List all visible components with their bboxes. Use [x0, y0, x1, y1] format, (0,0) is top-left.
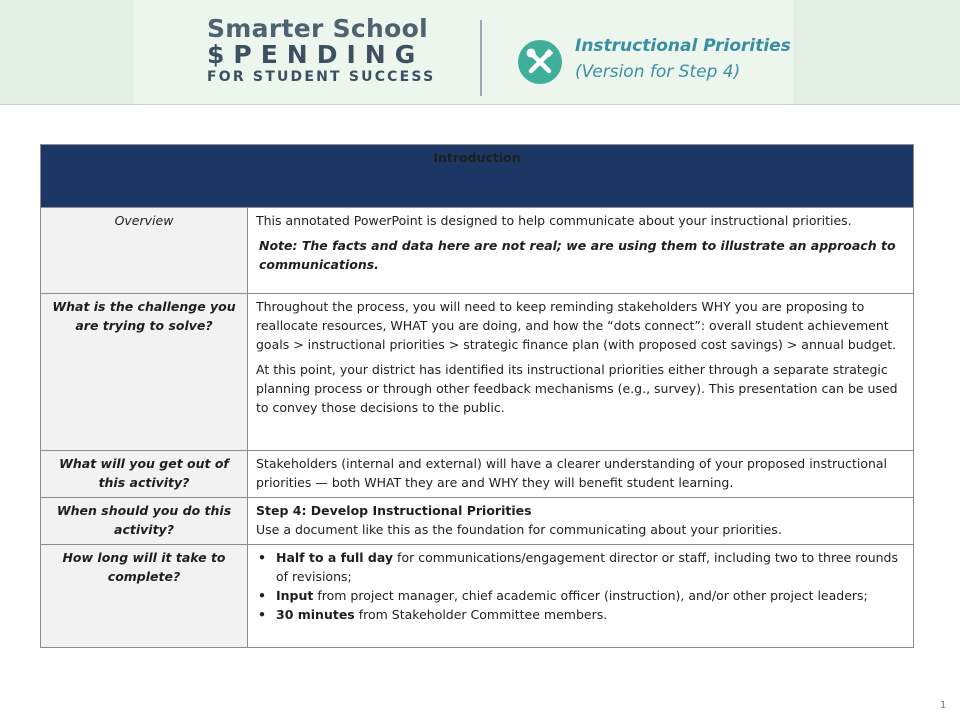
header-divider [480, 20, 482, 96]
row-answer [248, 451, 914, 498]
table-row [41, 545, 914, 648]
list-item [276, 605, 905, 624]
row-question: What is the challenge you are trying to solve? [41, 294, 248, 451]
list-item-text: for communications/engagement director or staff, including two to three rounds of revisions; [276, 550, 899, 584]
list-item-emphasis: Half to a full day [276, 550, 394, 565]
answer-text: Stakeholders (internal and external) will have a clearer understanding of your proposed instructional priorities — both WHAT they are and WHY they will benefit student learning. [256, 456, 888, 490]
time-estimate-list [256, 548, 905, 624]
list-item-text: from Stakeholder Committee members. [354, 607, 608, 622]
list-item [276, 548, 905, 586]
list-item [276, 586, 905, 605]
table-row [41, 451, 914, 498]
list-item-text: from project manager, chief academic officer (instruction), and/or other project leaders; [313, 588, 868, 603]
row-question: Overview [41, 208, 248, 294]
header-title: Instructional Priorities [575, 36, 791, 56]
row-answer [248, 208, 914, 294]
table-header-row [41, 145, 914, 208]
header-banner [0, 0, 960, 105]
answer-note: Note: The facts and data here are not real; we are using them to illustrate an approach to communications. [259, 238, 896, 272]
table-row [41, 498, 914, 545]
list-item-emphasis: Input [276, 588, 314, 603]
answer-text: Use a document like this as the foundation for communicating about your priorities. [256, 522, 782, 537]
logo-text-line2: $PENDING [207, 40, 425, 69]
table-row [41, 208, 914, 294]
answer-step-title: Step 4: Develop Instructional Priorities [256, 503, 532, 518]
page-number: 1 [940, 700, 947, 711]
row-answer [248, 498, 914, 545]
table-heading: Introduction [41, 145, 914, 208]
tools-icon [518, 40, 562, 84]
row-answer [248, 294, 914, 451]
answer-text: This annotated PowerPoint is designed to help communicate about your instructional priorities. [256, 213, 852, 228]
list-item-emphasis: 30 minutes [276, 607, 355, 622]
answer-text: Throughout the process, you will need to keep reminding stakeholders WHY you are proposing to reallocate resources, WHAT you are doing, and how the “dots connect”: overall student achievement goals > instructional priorities > strategic finance plan (with proposed cost savings) > annual budget. [256, 299, 897, 352]
row-question: When should you do this activity? [41, 498, 248, 545]
row-answer [248, 545, 914, 648]
logo-text-line3: FOR STUDENT SUCCESS [207, 69, 436, 85]
logo-text-line1: Smarter School [207, 14, 428, 43]
answer-text: At this point, your district has identified its instructional priorities either through a separate strategic planning process or through other feedback mechanisms (e.g., survey). This presentation can be used to convey those decisions to the public. [256, 362, 898, 415]
row-question: What will you get out of this activity? [41, 451, 248, 498]
table-row [41, 294, 914, 451]
header-subtitle: (Version for Step 4) [575, 62, 741, 82]
introduction-table [40, 144, 914, 648]
row-question: How long will it take to complete? [41, 545, 248, 648]
